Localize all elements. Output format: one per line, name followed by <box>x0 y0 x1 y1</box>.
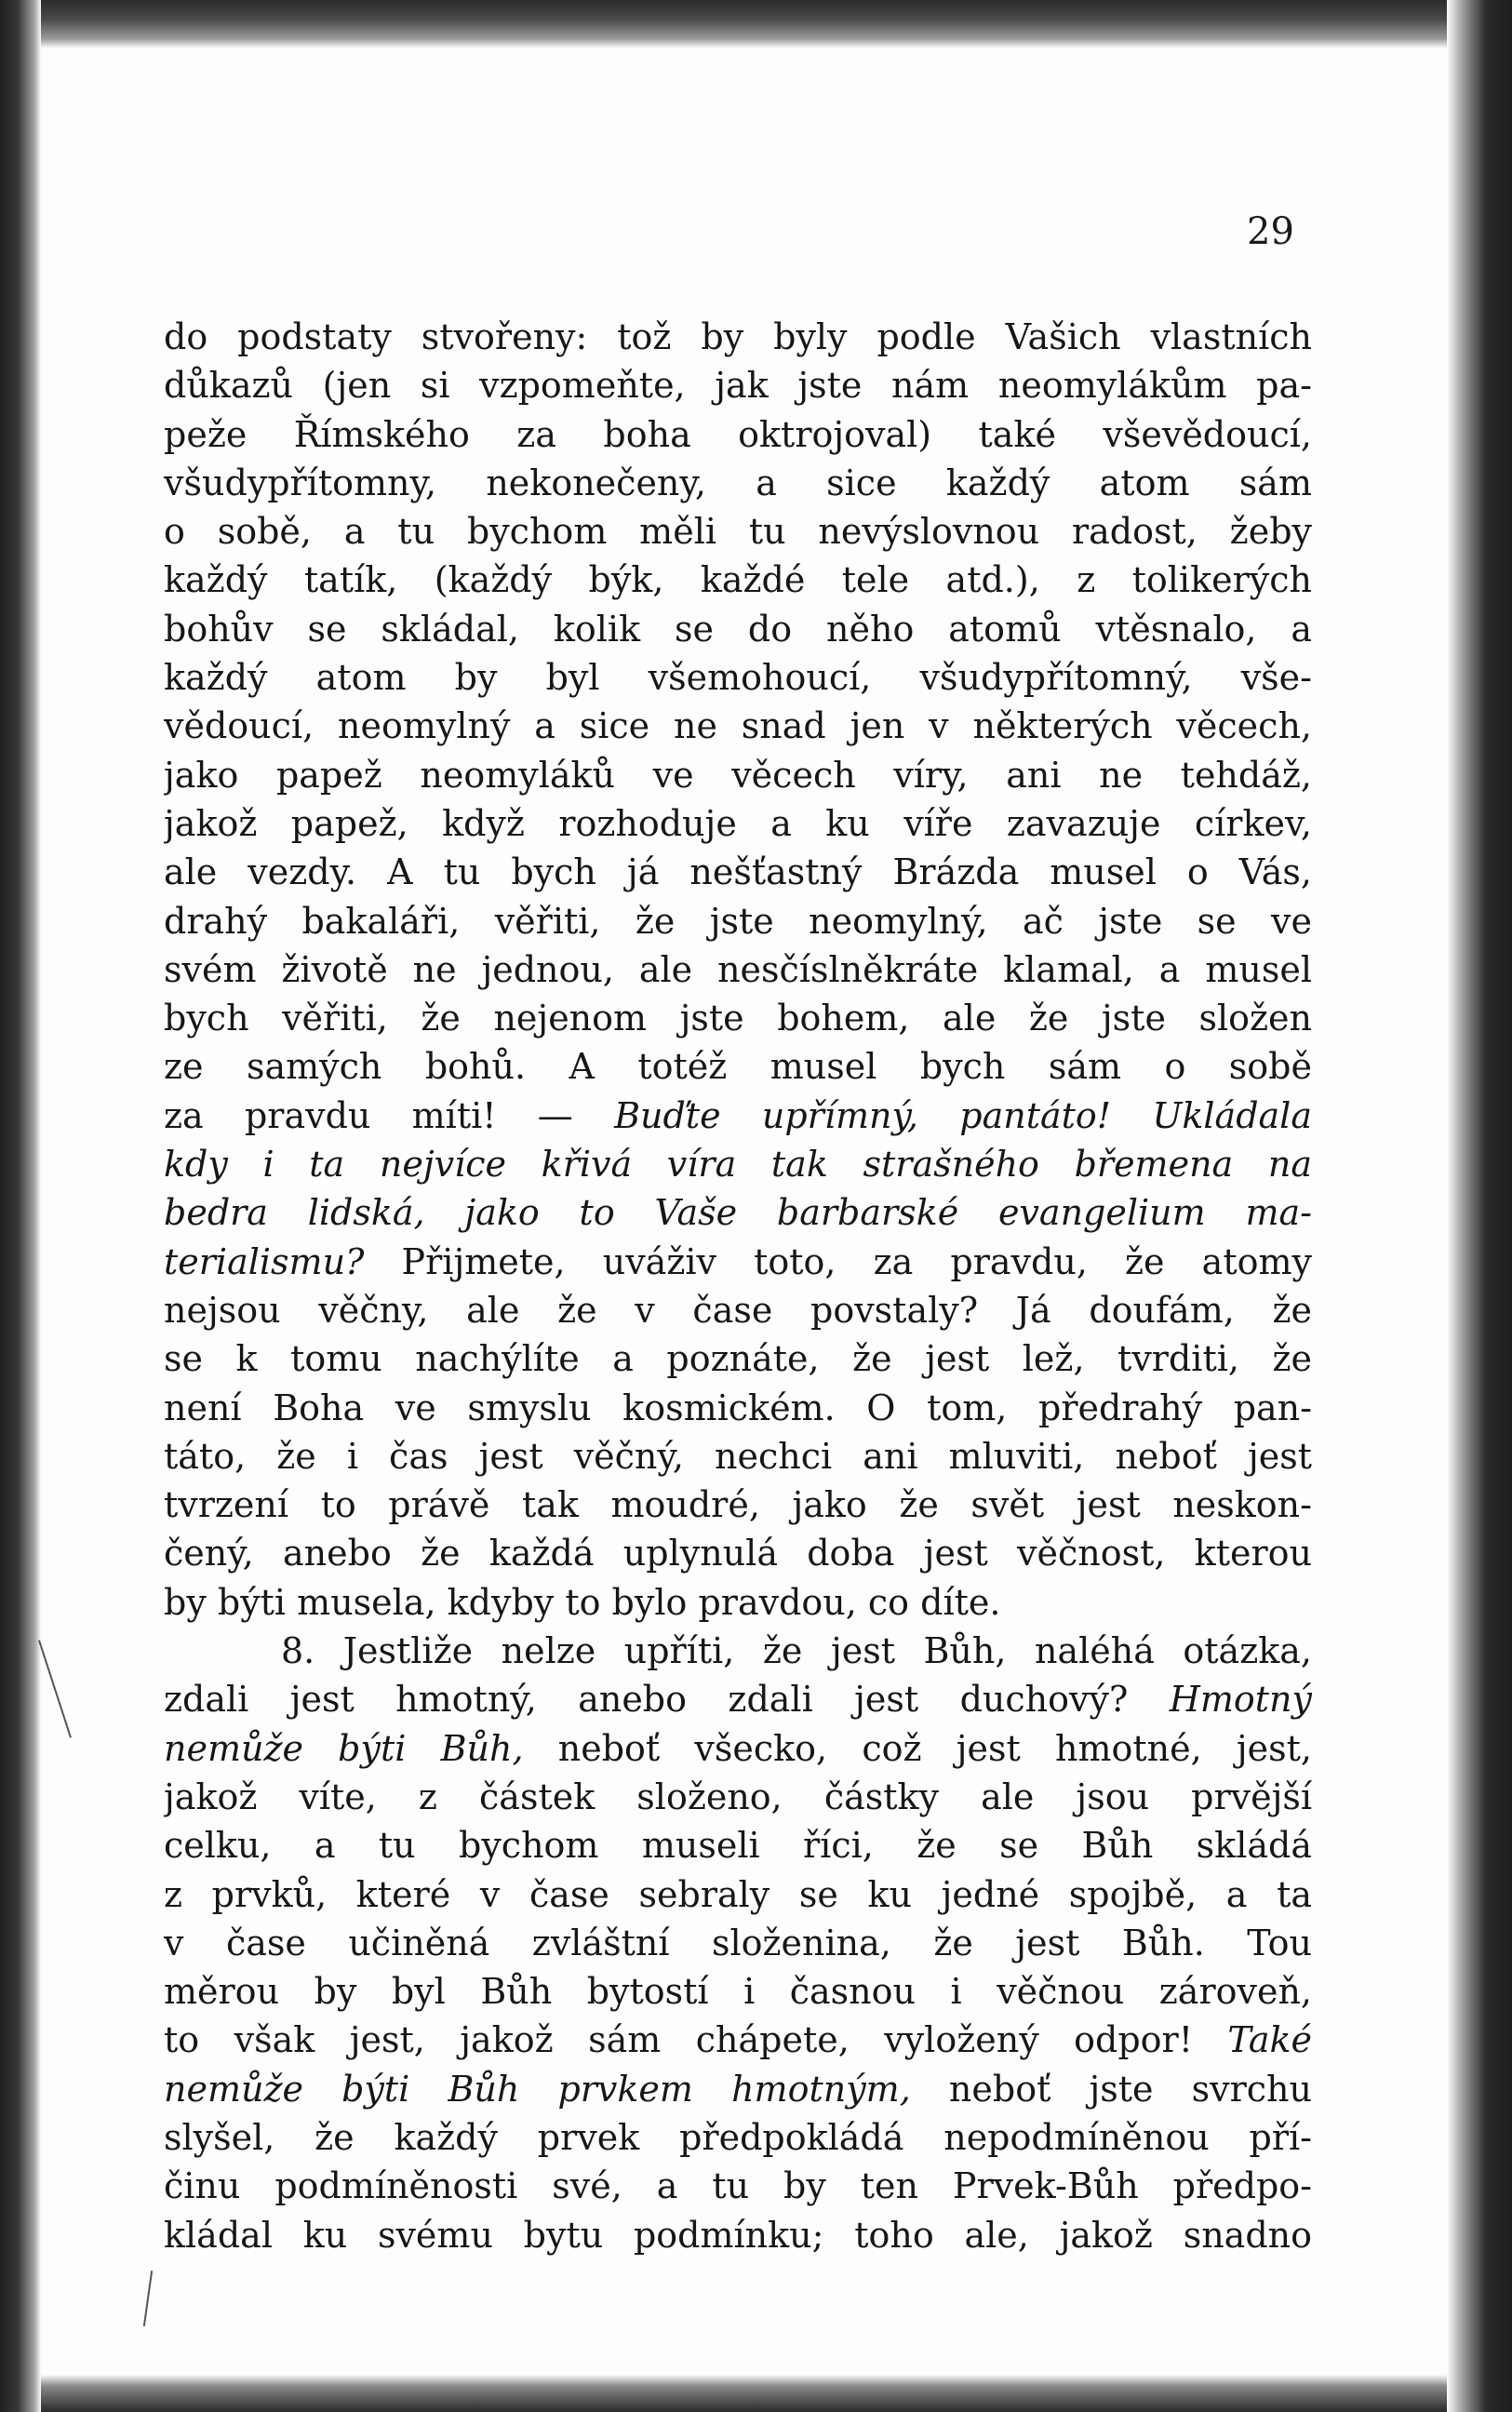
text-line <box>164 994 1312 1042</box>
text-span: jako papež neomyláků ve věcech víry, ani ne tehdáž, <box>164 754 1312 796</box>
text-span: to však jest, jakož sám chápete, vyložený odpor! <box>164 2019 1228 2061</box>
text-line <box>164 605 1312 653</box>
text-line <box>164 2113 1312 2162</box>
text-line <box>164 799 1312 848</box>
text-line <box>164 410 1312 459</box>
text-span: za pravdu míti! — <box>164 1094 615 1136</box>
text-span: svém životě ne jednou, ale nesčíslněkráte klamal, a musel <box>164 948 1312 990</box>
text-span: tvrzení to právě tak moudré, jako že svět jest neskon- <box>164 1484 1312 1526</box>
text-span: z prvků, které v čase sebraly se ku jedné spojbě, a ta <box>164 1873 1312 1915</box>
text-line <box>164 1092 1312 1140</box>
italic-text: kdy i ta nejvíce křivá víra tak strašného břemena na <box>164 1144 1312 1186</box>
text-span: každý tatík, (každý býk, každé tele atd.), z tolikerých <box>164 559 1312 601</box>
text-span: peže Římského za boha oktrojoval) také vševědoucí, <box>164 413 1312 455</box>
italic-text: Buďte upřímný, pantáto! Ukládala <box>614 1094 1312 1136</box>
text-line <box>164 1675 1312 1723</box>
text-line <box>164 1334 1312 1383</box>
text-line <box>164 1481 1312 1529</box>
text-span: drahý bakaláři, věřiti, že jste neomylný, ač jste se ve <box>164 900 1312 942</box>
text-line <box>164 702 1312 750</box>
italic-text: terialismu? <box>164 1240 365 1282</box>
text-span: není Boha ve smyslu kosmickém. O tom, předrahý pan- <box>164 1387 1312 1428</box>
italic-text: nemůže býti Bůh, <box>164 1727 524 1769</box>
margin-mark <box>38 1640 72 1737</box>
text-span: nejsou věčny, ale že v čase povstaly? Já doufám, že <box>164 1289 1312 1331</box>
text-line <box>164 1238 1312 1286</box>
scan-edge-left <box>0 0 41 2412</box>
text-span: slyšel, že každý prvek předpokládá nepodmíněnou pří- <box>164 2116 1312 2158</box>
text-span: táto, že i čas jest věčný, nechci ani mluviti, neboť jest <box>164 1435 1312 1477</box>
scan-edge-bottom <box>0 2375 1512 2412</box>
text-line <box>164 653 1312 702</box>
text-span: čený, anebo že každá uplynulá doba jest věčnost, kterou <box>164 1533 1312 1574</box>
text-line <box>164 1870 1312 1919</box>
text-line <box>164 2211 1312 2259</box>
text-line <box>164 1967 1312 2016</box>
page-number: 29 <box>1247 210 1294 253</box>
text-span: kládal ku svému bytu podmínku; toho ale, jakož snadno <box>164 2214 1312 2256</box>
text-line <box>164 897 1312 945</box>
text-span: ale vezdy. A tu bych já nešťastný Brázda musel o Vás, <box>164 851 1312 893</box>
text-span: celku, a tu bychom museli říci, že se Bůh skládá <box>164 1825 1312 1867</box>
text-span: vědoucí, neomylný a sice ne snad jen v některých věcech, <box>164 705 1312 747</box>
text-line <box>164 2162 1312 2210</box>
text-line <box>164 1432 1312 1481</box>
text-span: neboť jste svrchu <box>910 2068 1312 2110</box>
text-line <box>164 1384 1312 1432</box>
text-span: jakož papež, když rozhoduje a ku víře zavazuje církev, <box>164 802 1312 844</box>
text-line <box>164 1627 1312 1675</box>
text-span: každý atom by byl všemohoucí, všudypřítomný, vše- <box>164 657 1312 699</box>
text-span: do podstaty stvořeny: tož by byly podle Vašich vlastních <box>164 316 1312 357</box>
text-span: měrou by byl Bůh bytostí i časnou i věčnou zároveň, <box>164 1971 1312 2013</box>
text-line <box>164 1724 1312 1773</box>
italic-text: Hmotný <box>1169 1679 1312 1721</box>
text-line <box>164 751 1312 799</box>
text-span: neboť všecko, což jest hmotné, jest, <box>523 1727 1312 1769</box>
text-line <box>164 507 1312 556</box>
italic-text: Také <box>1227 2019 1312 2061</box>
text-line <box>164 1529 1312 1577</box>
text-line <box>164 1919 1312 1967</box>
italic-text: nemůže býti Bůh prvkem hmotným, <box>164 2068 911 2110</box>
italic-text: bedra lidská, jako to Vaše barbarské evangelium ma- <box>164 1192 1312 1234</box>
text-span: všudypřítomny, nekonečeny, a sice každý atom sám <box>164 462 1312 503</box>
text-line <box>164 2065 1312 2113</box>
text-span: by býti musela, kdyby to bylo pravdou, co díte. <box>164 1581 1001 1623</box>
text-span: ze samých bohů. A totéž musel bych sám o sobě <box>164 1046 1312 1088</box>
text-span: bohův se skládal, kolik se do něho atomů vtěsnalo, a <box>164 608 1312 650</box>
text-span: o sobě, a tu bychom měli tu nevýslovnou radost, žeby <box>164 511 1312 553</box>
text-span: důkazů (jen si vzpomeňte, jak jste nám neomylákům pa- <box>164 365 1312 407</box>
text-line <box>164 459 1312 507</box>
scan-edge-top <box>0 0 1512 48</box>
body-text <box>164 313 1312 2259</box>
text-span: jakož víte, z částek složeno, částky ale jsou prvější <box>164 1776 1312 1817</box>
text-line <box>164 1286 1312 1334</box>
margin-mark <box>143 2271 153 2326</box>
text-line <box>164 1578 1312 1627</box>
text-span: zdali jest hmotný, anebo zdali jest duchový? <box>164 1679 1170 1721</box>
text-line <box>164 1042 1312 1091</box>
text-line <box>164 556 1312 604</box>
text-line <box>164 361 1312 409</box>
text-line <box>164 1773 1312 1821</box>
text-span: se k tomu nachýlíte a poznáte, že jest lež, tvrditi, že <box>164 1338 1312 1380</box>
text-line <box>164 945 1312 994</box>
scan-edge-right <box>1447 0 1512 2412</box>
text-line <box>164 1821 1312 1869</box>
text-span: Přijmete, uváživ toto, za pravdu, že atomy <box>364 1240 1312 1282</box>
text-span: v čase učiněná zvláštní složenina, že jest Bůh. Tou <box>164 1922 1312 1963</box>
text-line <box>164 848 1312 896</box>
text-span: činu podmíněnosti své, a tu by ten Prvek-Bůh předpo- <box>164 2165 1312 2207</box>
text-line <box>164 313 1312 361</box>
text-span: bych věřiti, že nejenom jste bohem, ale že jste složen <box>164 998 1312 1039</box>
text-span: 8. Jestliže nelze upříti, že jest Bůh, naléhá otázka, <box>281 1630 1312 1672</box>
text-line <box>164 1140 1312 1188</box>
text-line <box>164 2016 1312 2064</box>
text-line <box>164 1188 1312 1237</box>
